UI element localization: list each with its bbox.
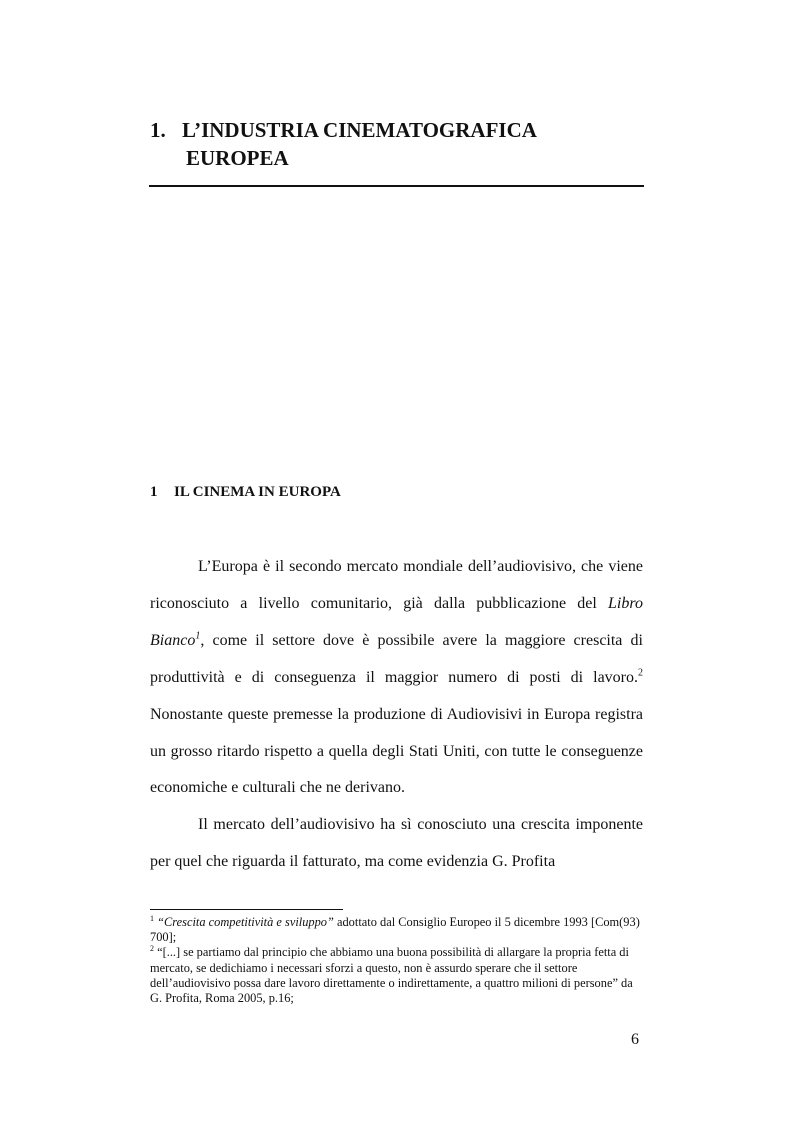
footnote-2	[150, 945, 644, 1006]
chapter-title-line1: L’INDUSTRIA CINEMATOGRAFICA	[182, 118, 537, 142]
footnote-1	[150, 915, 644, 945]
footnote-ref-1[interactable]: 1	[195, 630, 201, 642]
section-number: 1	[150, 484, 158, 500]
footnote-ref-2[interactable]: 2	[638, 667, 643, 679]
footnote-2-text: “[...] se partiamo dal principio che abbiamo una buona possibilità di allargare la propria fetta di mercato, se dedichiamo i necessari sforzi a questo, non è assurdo sperare che il settore dell’audiovisivo possa dare lavoro direttamente o indirettamente, a quattro milioni di persone” da G. Profita, Roma 2005, p.16;	[150, 945, 633, 1006]
footnote-1-title: “Crescita competitività e sviluppo”	[157, 915, 334, 929]
libro-bianco-title: Libro Bianco	[150, 594, 643, 649]
section-heading	[150, 484, 341, 501]
title-divider	[149, 185, 644, 187]
chapter-title	[150, 116, 650, 172]
paragraph-1-text-c: Nonostante queste premesse la produzione di Audiovisivi in Europa registra un grosso ritardo rispetto a quella degli Stati Uniti, con tutte le conseguenze economiche e culturali che ne derivano.	[150, 705, 643, 797]
paragraph-1-text-b: , come il settore dove è possibile avere la maggiore crescita di produttività e di conseguenza il maggior numero di posti di lavoro.	[150, 631, 643, 686]
footnote-2-mark: 2	[150, 944, 154, 954]
chapter-number: 1.	[150, 118, 166, 142]
section-title: IL CINEMA IN EUROPA	[174, 484, 341, 500]
body-text	[150, 549, 643, 881]
paragraph-1-text-a: L’Europa è il secondo mercato mondiale dell’audiovisivo, che viene riconosciuto a livello comunitario, già dalla pubblicazione del	[150, 558, 643, 612]
page-number: 6	[631, 1031, 639, 1048]
chapter-title-line2: EUROPEA	[186, 146, 289, 170]
footnotes	[150, 915, 644, 1006]
footnote-1-mark: 1	[150, 913, 154, 923]
footnote-divider	[150, 909, 343, 910]
paragraph-1	[150, 549, 643, 807]
footnote-1-text: adottato dal Consiglio Europeo il 5 dicembre 1993 [Com(93) 700];	[150, 915, 640, 945]
paragraph-2: Il mercato dell’audiovisivo ha sì conosciuto una crescita imponente per quel che riguarda il fatturato, ma come evidenzia G. Profita	[150, 816, 643, 871]
